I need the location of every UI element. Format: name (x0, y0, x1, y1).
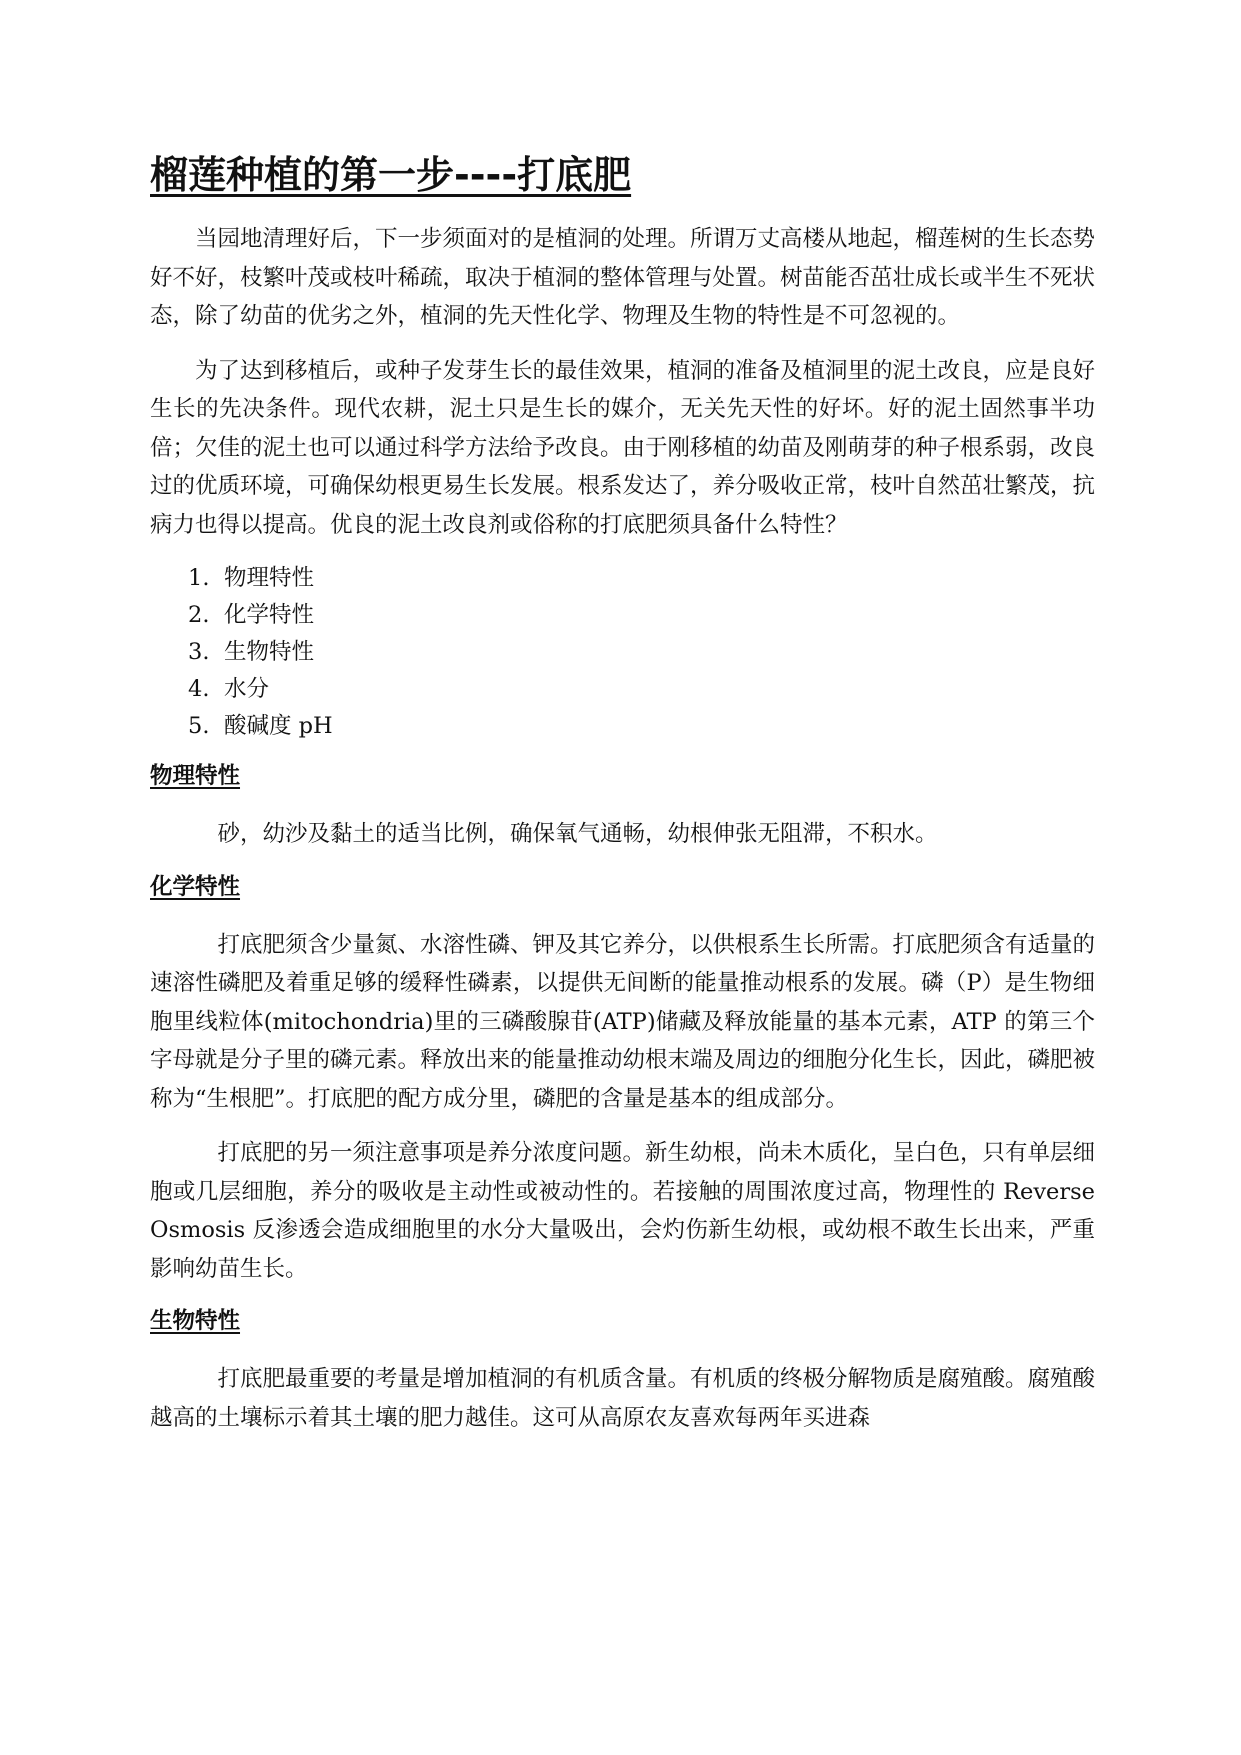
list-label: 酸碱度 pH (224, 713, 333, 739)
intro-paragraph-1: 当园地清理好后，下一步须面对的是植洞的处理。所谓万丈高楼从地起，榴莲树的生长态势好不好，枝繁叶茂或枝叶稀疏，取决于植洞的整体管理与处置。树苗能否茁壮成长或半生不死状态，除了幼苗的优劣之外，植洞的先天性化学、物理及生物的特性是不可忽视的。 (150, 226, 1096, 329)
document-page (150, 150, 1095, 1453)
section-heading-chemical: 化学特性 (150, 873, 241, 900)
list-item (150, 560, 1095, 597)
list-number: 1. (188, 565, 210, 591)
list-label: 化学特性 (224, 602, 315, 628)
list-number: 4. (188, 676, 210, 702)
chemical-paragraph-1: 打底肥须含少量氮、水溶性磷、钾及其它养分，以供根系生长所需。打底肥须含有适量的速溶性磷肥及着重足够的缓释性磷素，以提供无间断的能量推动根系的发展。磷（P）是生物细胞里线粒体(mitochondria)里的三磷酸腺苷(ATP)储藏及释放能量的基本元素，ATP 的第三个字母就是分子里的磷元素。释放出来的能量推动幼根末端及周边的细胞分化生长，因此，磷肥被称为“生根肥”。打底肥的配方成分里，磷肥的含量是基本的组成部分。 (150, 931, 1096, 1112)
list-item (150, 597, 1095, 634)
list-number: 5. (188, 713, 210, 739)
physical-paragraph: 砂，幼沙及黏土的适当比例，确保氧气通畅，幼根伸张无阻滞，不积水。 (217, 821, 938, 847)
list-label: 生物特性 (224, 639, 315, 665)
list-number: 3. (188, 639, 210, 665)
chemical-paragraph-2: 打底肥的另一须注意事项是养分浓度问题。新生幼根，尚未木质化，呈白色，只有单层细胞或几层细胞，养分的吸收是主动性或被动性的。若接触的周围浓度过高，物理性的 Reverse Osmosis 反渗透会造成细胞里的水分大量吸出，会灼伤新生幼根，或幼根不敢生长出来，严重影响幼苗生长。 (150, 1140, 1096, 1282)
list-item (150, 634, 1095, 671)
intro-paragraph-2: 为了达到移植后，或种子发芽生长的最佳效果，植洞的准备及植洞里的泥土改良，应是良好生长的先决条件。现代农耕，泥土只是生长的媒介，无关先天性的好坏。好的泥土固然事半功倍；欠佳的泥土也可以通过科学方法给予改良。由于刚移植的幼苗及刚萌芽的种子根系弱，改良过的优质环境，可确保幼根更易生长发展。根系发达了，养分吸收正常，枝叶自然茁壮繁茂，抗病力也得以提高。优良的泥土改良剂或俗称的打底肥须具备什么特性？ (150, 357, 1096, 538)
property-list (150, 560, 1095, 745)
biological-paragraph: 打底肥最重要的考量是增加植洞的有机质含量。有机质的终极分解物质是腐殖酸。腐殖酸越高的土壤标示着其土壤的肥力越佳。这可从高原农友喜欢每两年买进森 (150, 1366, 1096, 1431)
list-label: 水分 (224, 676, 270, 702)
list-label: 物理特性 (224, 565, 315, 591)
list-item (150, 671, 1095, 708)
list-number: 2. (188, 602, 210, 628)
document-title: 榴莲种植的第一步----打底肥 (150, 153, 632, 197)
section-heading-biological: 生物特性 (150, 1308, 241, 1334)
list-item (150, 708, 1095, 745)
section-heading-physical: 物理特性 (150, 763, 241, 789)
